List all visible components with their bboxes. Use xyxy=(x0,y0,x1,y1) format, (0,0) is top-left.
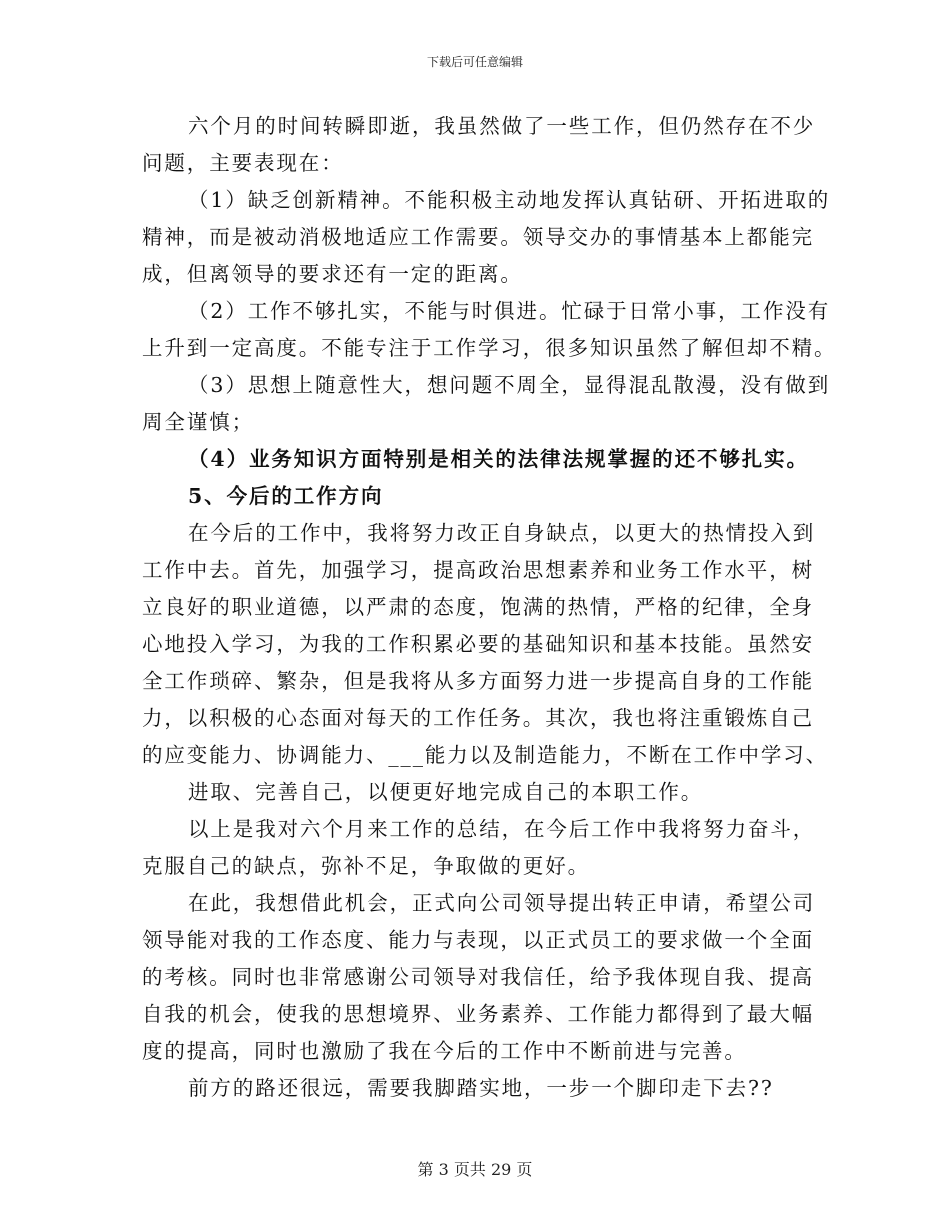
page-header: 下载后可任意编辑 xyxy=(426,55,523,69)
paragraph-line: 进取、完善自己，以便更好地完成自己的本职工作。 xyxy=(188,780,704,804)
paragraph-line: 的应变能力、协调能力、___能力以及制造能力，不断在工作中学习、 xyxy=(142,743,829,767)
paragraph-line: 的考核。同时也非常感谢公司领导对我信任，给予我体现自我、提高 xyxy=(142,965,814,989)
paragraph-line: 工作中去。首先，加强学习，提高政治思想素养和业务工作水平，树 xyxy=(142,558,814,582)
paragraph-line: 周全谨慎； xyxy=(142,410,254,434)
paragraph-line: （1）缺乏创新精神。不能积极主动地发挥认真钻研、开拓进取的 xyxy=(188,188,831,212)
paragraph-line: 六个月的时间转瞬即逝，我虽然做了一些工作，但仍然存在不少 xyxy=(188,114,816,138)
paragraph-line: 力，以积极的心态面对每天的工作任务。其次，我也将注重锻炼自己 xyxy=(142,706,814,730)
paragraph-line: 上升到一定高度。不能专注于工作学习，很多知识虽然了解但却不精。 xyxy=(142,336,837,360)
paragraph-line: 在今后的工作中，我将努力改正自身缺点，以更大的热情投入到 xyxy=(188,521,816,545)
paragraph-line: 前方的路还很远，需要我脚踏实地，一步一个脚印走下去?? xyxy=(188,1076,774,1100)
paragraph-line: （3）思想上随意性大，想问题不周全，显得混乱散漫，没有做到 xyxy=(188,373,831,397)
paragraph-line: 领导能对我的工作态度、能力与表现，以正式员工的要求做一个全面 xyxy=(142,928,814,952)
paragraph-line: 自我的机会，使我的思想境界、业务素养、工作能力都得到了最大幅 xyxy=(142,1002,814,1026)
paragraph-line: 全工作琐碎、繁杂，但是我将从多方面努力进一步提高自身的工作能 xyxy=(142,669,814,693)
paragraph-line: 精神，而是被动消极地适应工作需要。领导交办的事情基本上都能完 xyxy=(142,225,814,249)
bold-paragraph-line: （4）业务知识方面特别是相关的法律法规掌握的还不够扎实。 xyxy=(188,447,809,471)
paragraph-line: （2）工作不够扎实，不能与时俱进。忙碌于日常小事，工作没有 xyxy=(188,299,831,323)
section-heading: 5、今后的工作方向 xyxy=(188,484,384,508)
paragraph-line: 在此，我想借此机会，正式向公司领导提出转正申请，希望公司 xyxy=(188,891,816,915)
paragraph-line: 以上是我对六个月来工作的总结，在今后工作中我将努力奋斗， xyxy=(188,817,816,841)
paragraph-line: 成，但离领导的要求还有一定的距离。 xyxy=(142,262,523,286)
paragraph-line: 立良好的职业道德，以严肃的态度，饱满的热情，严格的纪律，全身 xyxy=(142,595,814,619)
paragraph-line: 克服自己的缺点，弥补不足，争取做的更好。 xyxy=(142,854,590,878)
paragraph-line: 问题，主要表现在： xyxy=(142,151,344,175)
paragraph-line: 度的提高，同时也激励了我在今后的工作中不断前进与完善。 xyxy=(142,1039,747,1063)
page-footer: 第 3 页共 29 页 xyxy=(417,1160,533,1179)
paragraph-line: 心地投入学习，为我的工作积累必要的基础知识和基本技能。虽然安 xyxy=(142,632,814,656)
